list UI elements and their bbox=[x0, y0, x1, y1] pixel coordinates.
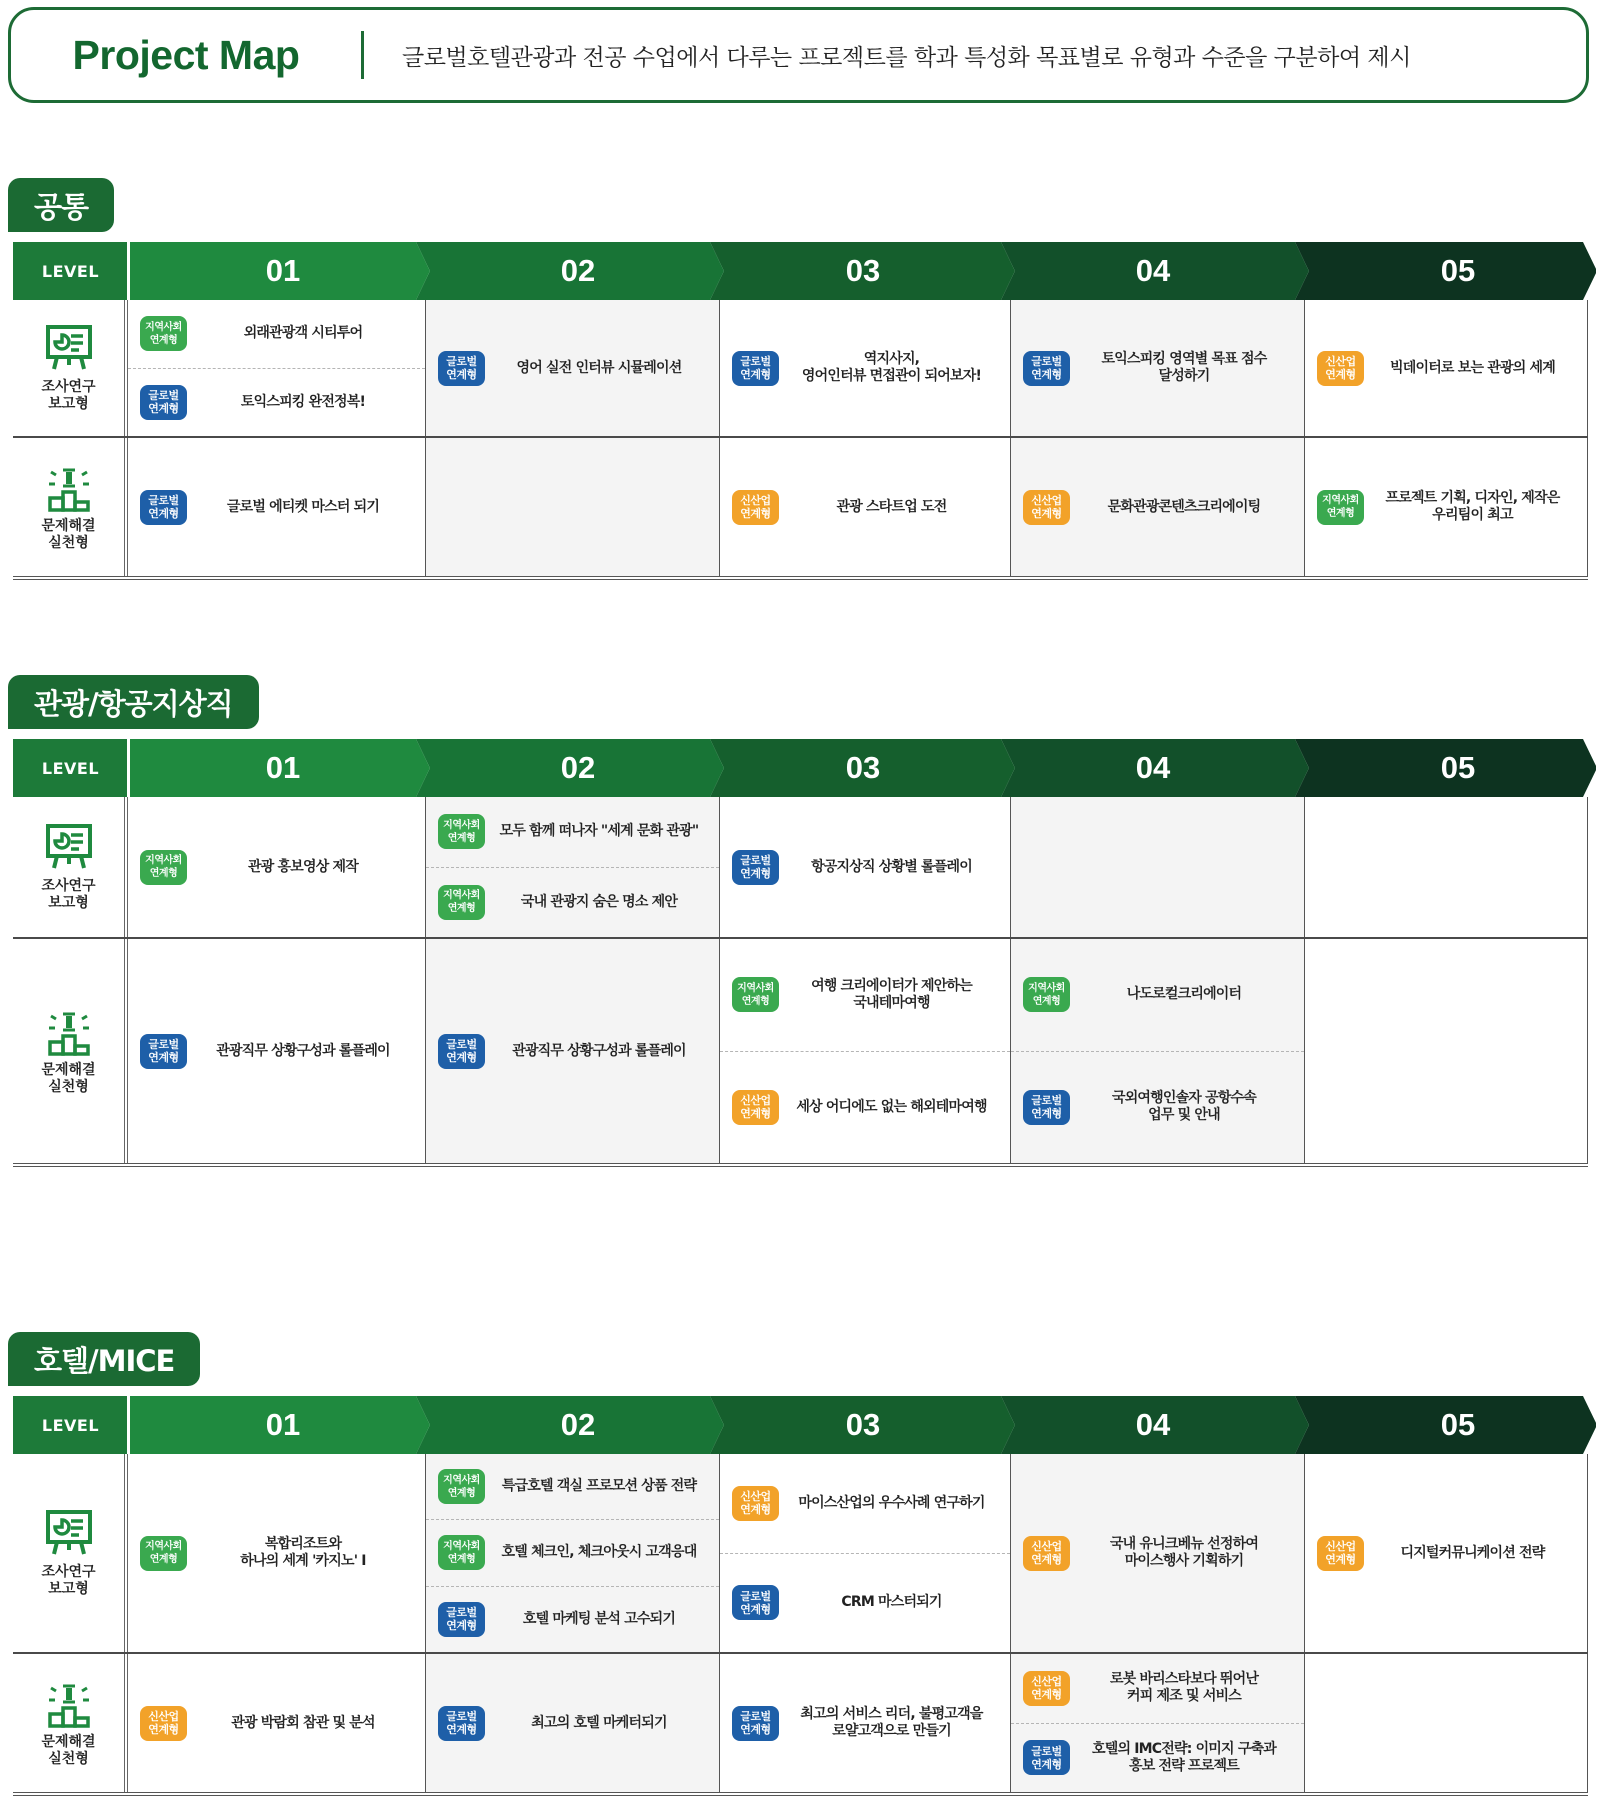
project-title: 관광 스타트업 도전 bbox=[836, 498, 947, 515]
industry-badge: 신산업 연계형 bbox=[1023, 490, 1070, 525]
presentation-board-icon bbox=[43, 822, 95, 874]
project-item bbox=[1011, 300, 1304, 436]
cell-level-03 bbox=[720, 1654, 1011, 1792]
local-badge: 지역사회 연계형 bbox=[140, 850, 187, 885]
local-badge: 지역사회 연계형 bbox=[438, 885, 485, 920]
local-badge: 지역사회 연계형 bbox=[1023, 977, 1070, 1012]
cell-level-04 bbox=[1011, 1654, 1305, 1792]
project-item bbox=[1011, 438, 1304, 576]
project-item bbox=[720, 1654, 1010, 1792]
row-problem bbox=[13, 939, 1588, 1167]
row-type-label: 조사연구 보고형 bbox=[41, 878, 96, 911]
cell-level-04 bbox=[1011, 939, 1305, 1163]
level-number-04: 04 bbox=[1135, 1407, 1171, 1442]
row-type-label: 조사연구 보고형 bbox=[41, 1564, 96, 1597]
project-title: 글로벌 에티켓 마스터 되기 bbox=[226, 498, 380, 515]
level-number-01: 01 bbox=[265, 750, 301, 785]
level-number-03: 03 bbox=[845, 750, 881, 785]
cell-level-02 bbox=[426, 1654, 720, 1792]
cell-level-03 bbox=[720, 797, 1011, 937]
level-number-05: 05 bbox=[1440, 1407, 1476, 1442]
project-title: 복합리조트와 하나의 세계 '카지노' I bbox=[240, 1536, 366, 1569]
project-item bbox=[1011, 1052, 1304, 1164]
cell-level-05 bbox=[1305, 1654, 1588, 1792]
project-title: 관광직무 상황구성과 롤플레이 bbox=[512, 1042, 686, 1059]
level-number-04: 04 bbox=[1135, 750, 1171, 785]
project-item bbox=[128, 1454, 425, 1652]
cell-level-04 bbox=[1011, 1454, 1305, 1652]
cell-level-01 bbox=[128, 300, 426, 436]
global-badge: 글로벌 연계형 bbox=[140, 385, 187, 420]
project-title: 토익스피킹 완전정복! bbox=[240, 393, 366, 410]
local-badge: 지역사회 연계형 bbox=[732, 977, 779, 1012]
level-number-02: 02 bbox=[560, 1407, 596, 1442]
row-problem bbox=[13, 1654, 1588, 1796]
local-badge: 지역사회 연계형 bbox=[1317, 490, 1364, 525]
row-header bbox=[13, 939, 128, 1163]
project-item bbox=[1011, 1654, 1304, 1724]
project-title: 문화관광콘텐츠크리에이팅 bbox=[1107, 498, 1261, 515]
row-research bbox=[13, 1454, 1588, 1654]
project-title: 관광직무 상황구성과 롤플레이 bbox=[216, 1042, 390, 1059]
project-item bbox=[426, 1520, 719, 1586]
brand-title: Project Map bbox=[72, 31, 300, 78]
presentation-board-icon bbox=[43, 323, 95, 375]
project-item bbox=[720, 1554, 1010, 1653]
podium-icon bbox=[43, 1678, 95, 1730]
project-title: 호텔의 IMC전략: 이미지 구축과 홍보 전략 프로젝트 bbox=[1092, 1740, 1276, 1774]
project-item bbox=[1011, 1724, 1304, 1793]
project-title: 항공지상직 상황별 롤플레이 bbox=[811, 858, 972, 875]
project-title: 역지사지, 영어인터뷰 면접관이 되어보자! bbox=[801, 351, 982, 384]
global-badge: 글로벌 연계형 bbox=[1023, 351, 1070, 386]
podium-icon bbox=[43, 462, 95, 514]
project-title: 세상 어디에도 없는 해외테마여행 bbox=[796, 1098, 987, 1115]
global-badge: 글로벌 연계형 bbox=[438, 1602, 485, 1637]
level-number-02: 02 bbox=[560, 253, 596, 288]
level-number-02: 02 bbox=[560, 750, 596, 785]
row-type-label: 조사연구 보고형 bbox=[41, 379, 96, 412]
project-item bbox=[720, 1454, 1010, 1554]
project-item bbox=[426, 797, 719, 868]
cell-level-01 bbox=[128, 1454, 426, 1652]
cell-level-01 bbox=[128, 438, 426, 576]
local-badge: 지역사회 연계형 bbox=[140, 316, 187, 351]
project-item bbox=[720, 300, 1010, 436]
level-label: LEVEL bbox=[41, 1415, 100, 1435]
cell-level-02 bbox=[426, 939, 720, 1163]
level-label: LEVEL bbox=[41, 261, 100, 281]
project-item bbox=[720, 939, 1010, 1052]
industry-badge: 신산업 연계형 bbox=[1023, 1536, 1070, 1571]
cell-level-02 bbox=[426, 1454, 720, 1652]
cell-level-03 bbox=[720, 300, 1011, 436]
project-item bbox=[128, 1654, 425, 1792]
project-item bbox=[128, 797, 425, 937]
cell-level-05 bbox=[1305, 438, 1588, 576]
project-item bbox=[128, 300, 425, 369]
global-badge: 글로벌 연계형 bbox=[732, 1706, 779, 1741]
project-title: 최고의 서비스 리더, 불평고객을 로얄고객으로 만들기 bbox=[800, 1706, 983, 1739]
row-problem bbox=[13, 438, 1588, 580]
global-badge: 글로벌 연계형 bbox=[732, 351, 779, 386]
project-title: 호텔 마케팅 분석 고수되기 bbox=[522, 1610, 676, 1627]
project-title: 관광 홍보영상 제작 bbox=[248, 858, 358, 875]
industry-badge: 신산업 연계형 bbox=[732, 1090, 779, 1125]
cell-level-05 bbox=[1305, 939, 1588, 1163]
project-title: 영어 실전 인터뷰 시뮬레이션 bbox=[516, 359, 682, 376]
project-item bbox=[128, 369, 425, 437]
project-item bbox=[426, 1587, 719, 1652]
local-badge: 지역사회 연계형 bbox=[438, 1535, 485, 1570]
global-badge: 글로벌 연계형 bbox=[140, 490, 187, 525]
header-divider bbox=[361, 31, 364, 79]
project-item bbox=[720, 438, 1010, 576]
project-title: 국외여행인솔자 공항수속 업무 및 안내 bbox=[1111, 1090, 1257, 1124]
row-type-label: 문제해결 실천형 bbox=[41, 1734, 96, 1767]
project-title: 국내 유니크베뉴 선정하여 마이스행사 기획하기 bbox=[1109, 1536, 1259, 1569]
level-bar bbox=[13, 739, 1596, 797]
global-badge: 글로벌 연계형 bbox=[1023, 1740, 1070, 1775]
local-badge: 지역사회 연계형 bbox=[438, 1469, 485, 1504]
project-title: 관광 박람회 참관 및 분석 bbox=[231, 1714, 375, 1731]
project-item bbox=[1011, 1454, 1304, 1652]
cell-level-03 bbox=[720, 939, 1011, 1163]
cell-level-03 bbox=[720, 438, 1011, 576]
global-badge: 글로벌 연계형 bbox=[140, 1034, 187, 1069]
level-number-03: 03 bbox=[845, 253, 881, 288]
presentation-board-icon bbox=[43, 1508, 95, 1560]
level-number-05: 05 bbox=[1440, 750, 1476, 785]
cell-level-01 bbox=[128, 1654, 426, 1792]
cell-level-01 bbox=[128, 797, 426, 937]
project-title: 빅데이터로 보는 관광의 세계 bbox=[1390, 359, 1555, 376]
project-item bbox=[1305, 438, 1587, 576]
project-item bbox=[128, 438, 425, 576]
level-number-05: 05 bbox=[1440, 253, 1476, 288]
project-item bbox=[426, 1654, 719, 1792]
row-header bbox=[13, 438, 128, 576]
cell-level-05 bbox=[1305, 1454, 1588, 1652]
project-title: 로봇 바리스타보다 뛰어난 커피 제조 및 서비스 bbox=[1109, 1671, 1259, 1705]
row-research bbox=[13, 300, 1588, 438]
project-item bbox=[720, 1052, 1010, 1164]
cell-level-04 bbox=[1011, 438, 1305, 576]
cell-level-04 bbox=[1011, 300, 1305, 436]
global-badge: 글로벌 연계형 bbox=[732, 850, 779, 885]
project-item bbox=[426, 1454, 719, 1520]
industry-badge: 신산업 연계형 bbox=[1317, 351, 1364, 386]
cell-level-01 bbox=[128, 939, 426, 1163]
project-item bbox=[1305, 300, 1587, 436]
project-title: 국내 관광지 숨은 명소 제안 bbox=[520, 893, 678, 910]
global-badge: 글로벌 연계형 bbox=[1023, 1090, 1070, 1125]
project-title: CRM 마스터되기 bbox=[841, 1594, 942, 1611]
row-header bbox=[13, 797, 128, 937]
row-type-label: 문제해결 실천형 bbox=[41, 518, 96, 551]
project-title: 토익스피킹 영역별 목표 점수 달성하기 bbox=[1101, 351, 1267, 384]
level-number-01: 01 bbox=[265, 1407, 301, 1442]
level-number-03: 03 bbox=[845, 1407, 881, 1442]
row-header bbox=[13, 300, 128, 436]
level-bar bbox=[13, 242, 1596, 300]
industry-badge: 신산업 연계형 bbox=[732, 490, 779, 525]
industry-badge: 신산업 연계형 bbox=[140, 1706, 187, 1741]
global-badge: 글로벌 연계형 bbox=[438, 1034, 485, 1069]
project-title: 디지털커뮤니케이션 전략 bbox=[1400, 1544, 1545, 1561]
global-badge: 글로벌 연계형 bbox=[438, 351, 485, 386]
project-item bbox=[426, 300, 719, 436]
section-title: 공통 bbox=[8, 178, 114, 232]
global-badge: 글로벌 연계형 bbox=[732, 1585, 779, 1620]
project-item bbox=[720, 797, 1010, 937]
level-number-04: 04 bbox=[1135, 253, 1171, 288]
section-title: 호텔/MICE bbox=[8, 1332, 200, 1386]
project-item bbox=[426, 939, 719, 1163]
cell-level-02 bbox=[426, 438, 720, 576]
cell-level-05 bbox=[1305, 797, 1588, 937]
project-item bbox=[1011, 939, 1304, 1052]
global-badge: 글로벌 연계형 bbox=[438, 1706, 485, 1741]
level-label: LEVEL bbox=[41, 758, 100, 778]
header-description: 글로벌호텔관광과 전공 수업에서 다루는 프로젝트를 학과 특성화 목표별로 유형과 수준을 구분하여 제시 bbox=[402, 44, 1411, 71]
cell-level-02 bbox=[426, 797, 720, 937]
row-header bbox=[13, 1654, 128, 1792]
project-title: 프로젝트 기획, 디자인, 제작은 우리팀이 최고 bbox=[1385, 490, 1560, 523]
cell-level-04 bbox=[1011, 797, 1305, 937]
row-header bbox=[13, 1454, 128, 1652]
project-title: 여행 크리에이터가 제안하는 국내테마여행 bbox=[811, 977, 972, 1011]
cell-level-03 bbox=[720, 1454, 1011, 1652]
project-item bbox=[426, 868, 719, 938]
project-title: 최고의 호텔 마케터되기 bbox=[531, 1714, 667, 1731]
section-title: 관광/항공지상직 bbox=[8, 675, 259, 729]
project-item bbox=[1305, 1454, 1587, 1652]
project-title: 외래관광객 시티투어 bbox=[243, 325, 363, 342]
row-type-label: 문제해결 실천형 bbox=[41, 1062, 96, 1095]
level-number-01: 01 bbox=[265, 253, 301, 288]
project-title: 특급호텔 객실 프로모션 상품 전략 bbox=[501, 1478, 697, 1495]
level-bar bbox=[13, 1396, 1596, 1454]
cell-level-05 bbox=[1305, 300, 1588, 436]
industry-badge: 신산업 연계형 bbox=[1023, 1671, 1070, 1706]
project-title: 나도로컬크리에이터 bbox=[1126, 986, 1242, 1003]
local-badge: 지역사회 연계형 bbox=[140, 1536, 187, 1571]
industry-badge: 신산업 연계형 bbox=[732, 1486, 779, 1521]
industry-badge: 신산업 연계형 bbox=[1317, 1536, 1364, 1571]
podium-icon bbox=[43, 1006, 95, 1058]
project-item bbox=[128, 939, 425, 1163]
project-title: 마이스산업의 우수사례 연구하기 bbox=[798, 1494, 985, 1511]
page-header bbox=[8, 7, 1589, 103]
project-title: 모두 함께 떠나자 "세계 문화 관광" bbox=[499, 823, 699, 840]
cell-level-02 bbox=[426, 300, 720, 436]
project-title: 호텔 체크인, 체크아웃시 고객응대 bbox=[501, 1544, 697, 1561]
local-badge: 지역사회 연계형 bbox=[438, 814, 485, 849]
row-research bbox=[13, 797, 1588, 939]
